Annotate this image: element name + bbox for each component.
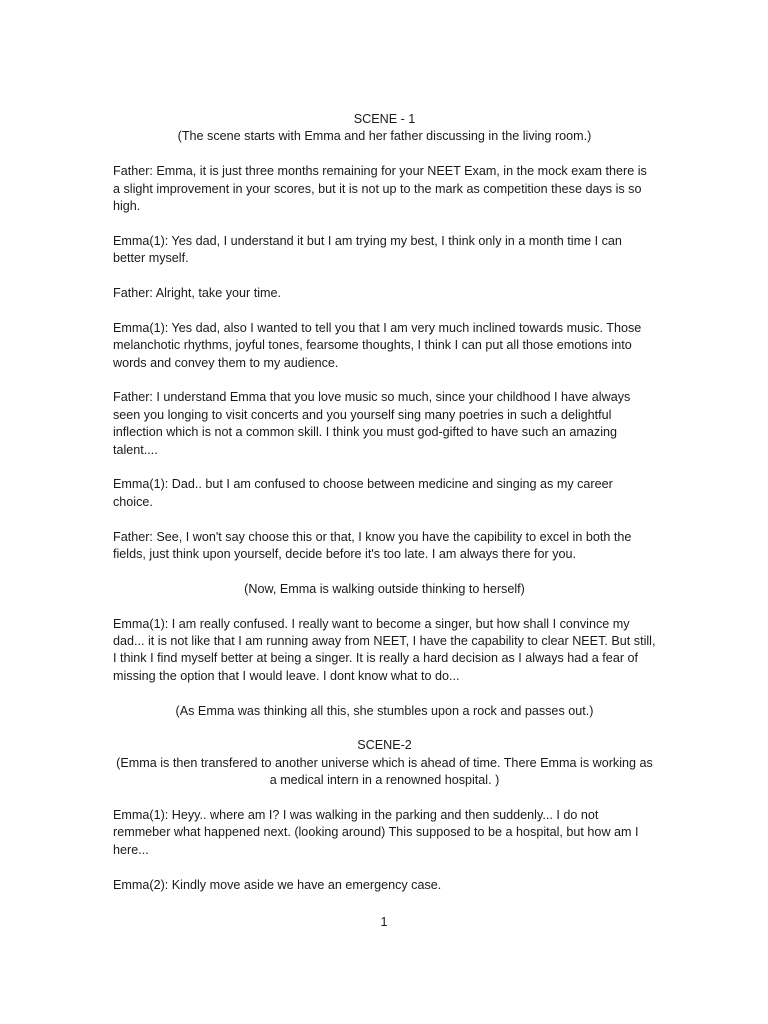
stage-direction: (Now, Emma is walking outside thinking to herself) — [244, 581, 525, 596]
dialogue-paragraph: Emma(1): Yes dad, also I wanted to tell you that I am very much inclined towards music. Those melanchotic rhythms, joyful tones, fearsome thoughts, I think I can put all those emotions into words and convey them to my audience. — [113, 320, 642, 370]
dialogue-paragraph: Emma(1): Heyy.. where am I? I was walking in the parking and then suddenly... I do not remmeber what happened next. (looking around) This supposed to be a hospital, but how am I here... — [113, 808, 639, 857]
page-number: 1 — [380, 915, 388, 929]
dialogue-paragraph: Father: See, I won't say choose this or that, I know you have the capibility to excel in both the fields, just think upon yourself, decide before it's too late. I am always there for you. — [113, 529, 632, 562]
dialogue-paragraph: Emma(2): Kindly move aside we have an emergency case. — [113, 877, 442, 892]
stage-direction: (As Emma was thinking all this, she stumbles upon a rock and passes out.) — [175, 703, 594, 718]
dialogue-paragraph: Father: Emma, it is just three months remaining for your NEET Exam, in the mock exam there is a slight improvement in your scores, but it is not up to the mark as competition these days is so high. — [113, 164, 647, 214]
dialogue-paragraph: Emma(1): Dad.. but I am confused to choose between medicine and singing as my career choice. — [113, 477, 613, 509]
scene-2-heading: SCENE-2 — [357, 738, 412, 753]
dialogue-paragraph: Father: I understand Emma that you love music so much, since your childhood I have always seen you longing to visit concerts and you yourself sing many poetries in such a delightful inflection which is not a common skill. I think you must god-gifted to have such an amazing talent.... — [113, 390, 631, 457]
scene-1-direction: (The scene starts with Emma and her father discussing in the living room.) — [177, 129, 592, 144]
dialogue-paragraph: Father: Alright, take your time. — [113, 286, 281, 301]
scene-1-heading: SCENE - 1 — [353, 112, 416, 126]
dialogue-paragraph: Emma(1): Yes dad, I understand it but I am trying my best, I think only in a month time I can better myself. — [113, 233, 622, 266]
document-body — [113, 111, 656, 911]
monologue-paragraph: Emma(1): I am really confused. I really want to become a singer, but how shall I convince my dad... it is not like that I am running away from NEET, I have the capability to clear NEET. But still, I think I find myself better at being a singer. It is really a hard decision as I always had a fear of missing the option that I would leave. I dont know what to do... — [113, 616, 656, 683]
scene-2-direction: (Emma is then transfered to another universe which is ahead of time. There Emma is working as a medical intern in a renowned hospital. ) — [116, 755, 653, 788]
